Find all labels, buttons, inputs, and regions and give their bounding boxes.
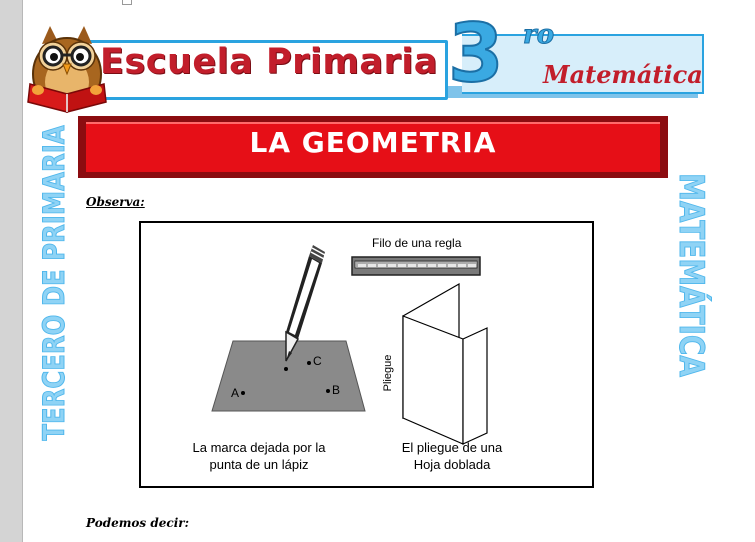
ruler-icon — [352, 257, 480, 275]
owl-reading-book-icon — [22, 22, 112, 114]
caption-left-line-2: punta de un lápiz — [209, 457, 309, 472]
observe-label: Observa: — [86, 195, 145, 209]
ruler-label: Filo de una regla — [372, 236, 462, 250]
caption-right-line-2: Hoja doblada — [413, 457, 491, 472]
side-label-right-text: MATEMÁTICA — [670, 173, 711, 377]
side-label-left — [31, 124, 76, 441]
geometry-figure — [139, 221, 594, 488]
point-label-a: A — [231, 386, 240, 400]
point-label-c: C — [313, 354, 322, 368]
folded-sheet-icon — [403, 284, 487, 444]
grade-number: 3 — [448, 7, 504, 100]
fold-label — [378, 353, 398, 393]
side-label-right — [668, 130, 713, 420]
page-title: LA GEOMETRIA — [249, 126, 497, 159]
side-label-left-text: TERCERO DE PRIMARIA — [36, 124, 71, 441]
caption-left — [159, 439, 359, 473]
caption-left-line-1: La marca dejada por la — [192, 440, 326, 455]
subject-name: Matemática — [543, 60, 703, 89]
caption-right — [377, 439, 527, 473]
school-name: Escuela Primaria — [100, 42, 438, 82]
text-cursor-mark — [122, 0, 132, 5]
caption-right-line-1: El pliegue de una — [401, 440, 503, 455]
conclusion-label: Podemos decir: — [86, 516, 190, 530]
point-label-b: B — [332, 383, 341, 397]
grade-suffix: ro — [523, 20, 555, 50]
fold-label-text: Pliegue — [382, 354, 394, 392]
